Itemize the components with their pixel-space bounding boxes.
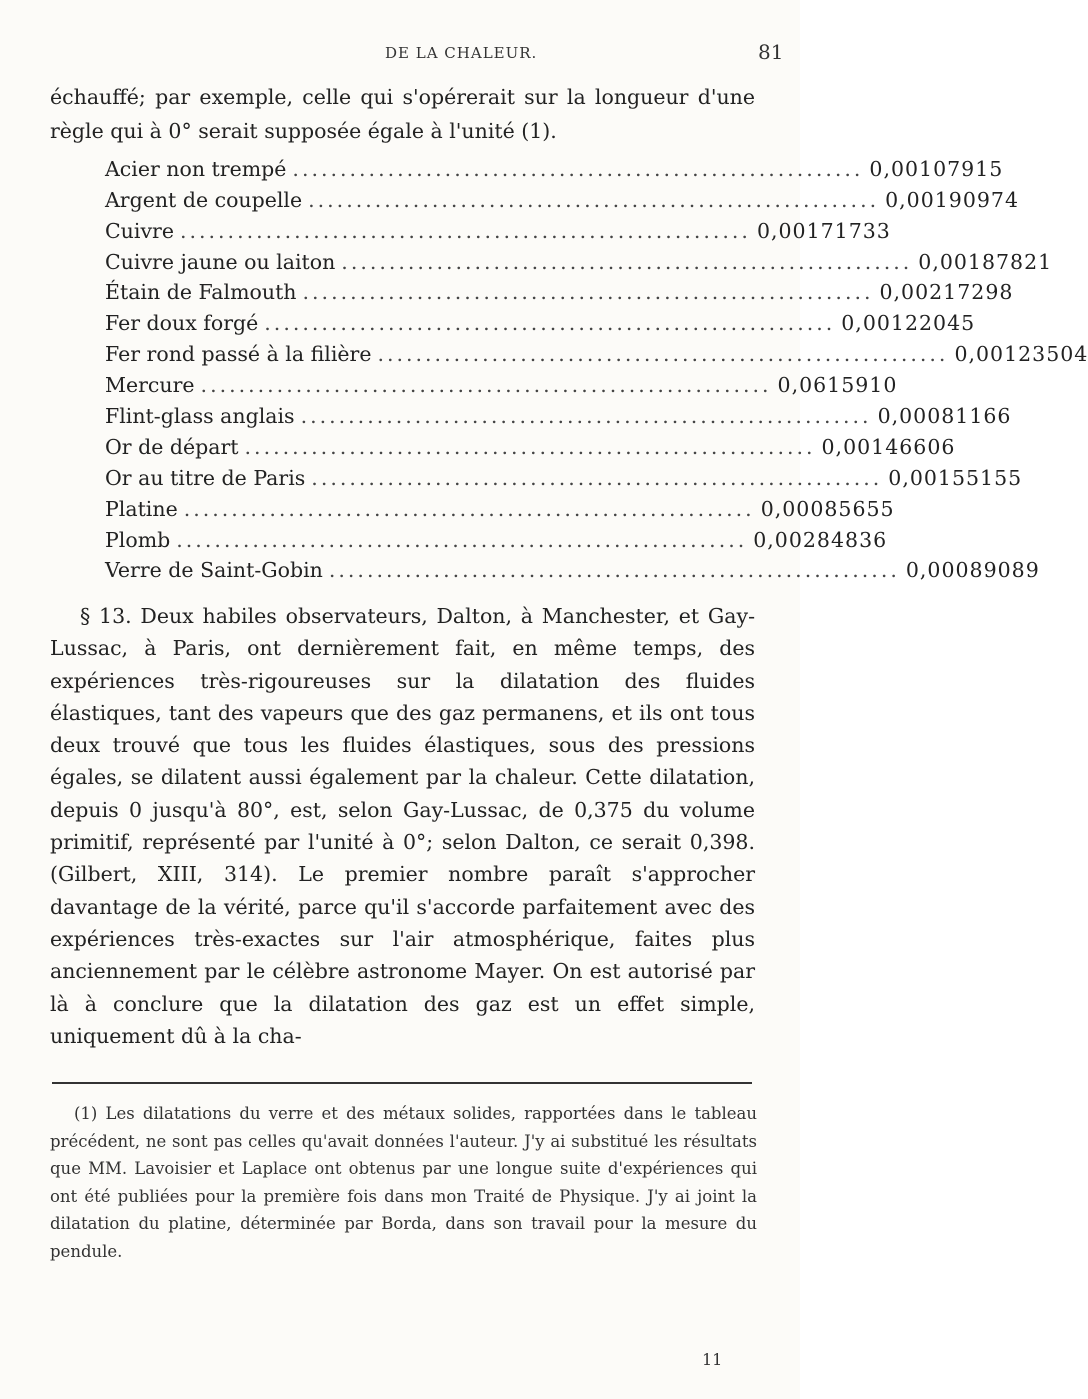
dilatation-value: 0,00155155	[888, 465, 1023, 490]
table-row	[105, 213, 891, 244]
table-row	[105, 491, 895, 522]
leader-dots: ............................................................	[244, 434, 816, 459]
material-name: Cuivre jaune ou laiton	[105, 249, 336, 274]
table-row	[105, 151, 1004, 182]
leader-dots: ............................................................	[264, 311, 836, 336]
table-row	[105, 367, 898, 398]
table-row	[105, 305, 976, 336]
leader-dots: ............................................................	[183, 496, 755, 521]
material-name: Argent de coupelle	[105, 187, 303, 212]
table-row	[105, 275, 1014, 306]
table-row	[105, 182, 1020, 213]
dilatation-value: 0,00081166	[877, 404, 1012, 429]
material-name: Mercure	[105, 373, 195, 398]
material-name: Cuivre	[105, 218, 174, 243]
main-text	[50, 600, 755, 1052]
material-name: Plomb	[105, 527, 171, 552]
dilatation-value: 0,00107915	[869, 156, 1004, 181]
footnote	[50, 1100, 757, 1265]
material-name: Platine	[105, 496, 178, 521]
dilatation-value: 0,00146606	[821, 434, 956, 459]
leader-dots: ............................................................	[179, 218, 751, 243]
dilatation-value: 0,0615910	[777, 373, 898, 398]
table-row	[105, 398, 1012, 429]
leader-dots: ............................................................	[341, 249, 913, 274]
dilatation-value: 0,00085655	[760, 496, 895, 521]
leader-dots: ............................................................	[311, 465, 883, 490]
material-name: Fer doux forgé	[105, 311, 259, 336]
table-row	[105, 336, 1088, 367]
material-name: Acier non trempé	[105, 156, 287, 181]
page-number: 81	[758, 40, 784, 64]
dilatation-table	[105, 151, 1088, 583]
dilatation-value: 0,00122045	[841, 311, 976, 336]
intro-paragraph: échauffé; par exemple, celle qui s'opérerait sur la longueur d'une règle qui à 0° serait supposée égale à l'unité (1).	[50, 85, 755, 143]
material-name: Fer rond passé à la filière	[105, 342, 372, 367]
leader-dots: ............................................................	[200, 373, 772, 398]
leader-dots: ............................................................	[300, 404, 872, 429]
table-row	[105, 522, 888, 553]
dilatation-value: 0,00187821	[918, 249, 1053, 274]
leader-dots: ............................................................	[292, 156, 864, 181]
leader-dots: ............................................................	[302, 280, 874, 305]
leader-dots: ............................................................	[308, 187, 880, 212]
dilatation-value: 0,00123504	[954, 342, 1088, 367]
leader-dots: ............................................................	[176, 527, 748, 552]
dilatation-value: 0,00089089	[905, 558, 1040, 583]
signature-mark: 11	[702, 1350, 723, 1369]
footnote-text: (1) Les dilatations du verre et des métaux solides, rapportées dans le tableau précédent, ne sont pas celles qu'avait données l'auteur. J'y ai substitué les résultats que MM. Lavoisier et Laplace ont obtenus par une longue suite d'expériences qui ont été publiées pour la première fois dans mon Traité de Physique. J'y ai joint la dilatation du platine, déterminée par Borda, dans son travail pour la mesure du pendule.	[50, 1104, 757, 1261]
dilatation-value: 0,00217298	[879, 280, 1014, 305]
table-row	[105, 429, 956, 460]
table-row	[105, 460, 1023, 491]
leader-dots: ............................................................	[377, 342, 949, 367]
table-row	[105, 244, 1053, 275]
running-head: DE LA CHALEUR.	[385, 44, 538, 62]
section-13-paragraph: § 13. Deux habiles observateurs, Dalton, à Manchester, et Gay-Lussac, à Paris, ont dernièrement fait, en même temps, des expériences très-rigoureuses sur la dilatation des fluides élastiques, tant des vapeurs que des gaz permanens, et ils ont tous deux trouvé que tous les fluides élastiques, sous des pressions égales, se dilatent aussi également par la chaleur. Cette dilatation, depuis 0 jusqu'à 80°, est, selon Gay-Lussac, de 0,375 du volume primitif, représenté par l'unité à 0°; selon Dalton, ce serait 0,398. (Gilbert, XIII, 314). Le premier nombre paraît s'approcher davantage de la vérité, parce qu'il s'accorde parfaitement avec des expériences très-exactes sur l'air atmosphérique, faites plus anciennement par le célèbre astronome Mayer. On est autorisé par là à conclure que la dilatation des gaz est un effet simple, uniquement dû à la cha-	[50, 604, 755, 1048]
dilatation-value: 0,00190974	[885, 187, 1020, 212]
dilatation-value: 0,00284836	[753, 527, 888, 552]
material-name: Verre de Saint-Gobin	[105, 558, 323, 583]
dilatation-value: 0,00171733	[756, 218, 891, 243]
material-name: Flint-glass anglais	[105, 404, 295, 429]
footnote-rule	[52, 1082, 752, 1084]
leader-dots: ............................................................	[328, 558, 900, 583]
material-name: Étain de Falmouth	[105, 280, 297, 305]
material-name: Or au titre de Paris	[105, 465, 306, 490]
table-row	[105, 553, 1040, 584]
material-name: Or de départ	[105, 434, 239, 459]
